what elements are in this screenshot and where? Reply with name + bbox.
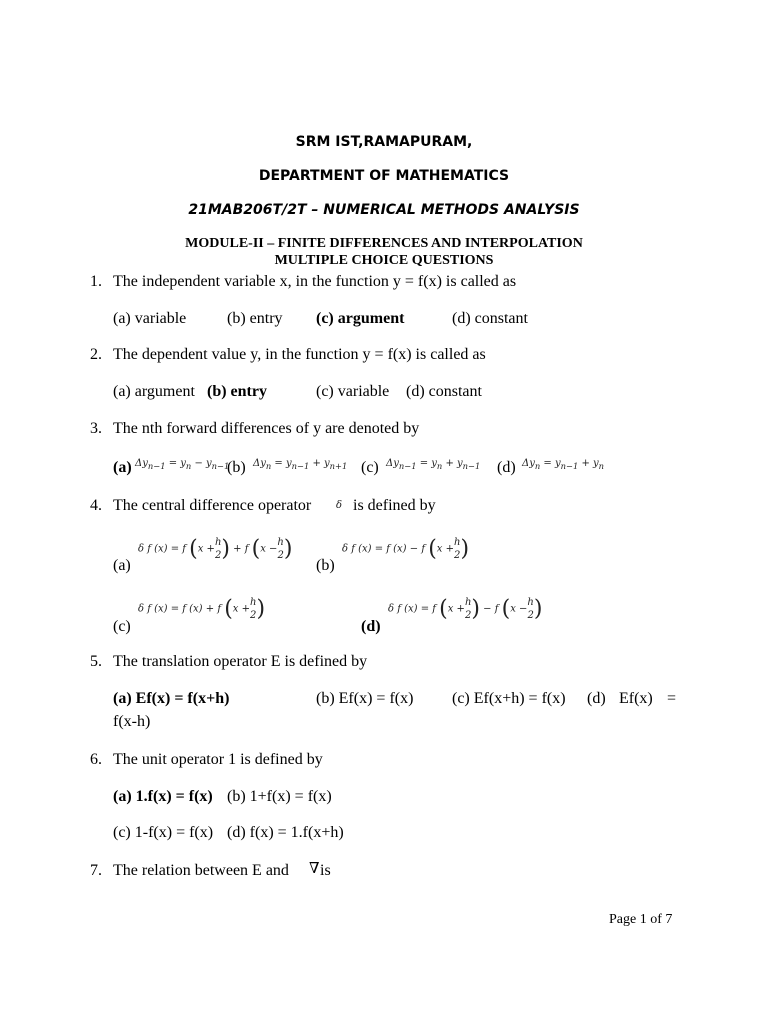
option-d-rhs: f(x-h): [113, 713, 151, 730]
formula-b: δ f (x) = f (x) − f (x + h 2 ): [342, 536, 470, 562]
option-b: (b) 1+f(x) = f(x): [227, 788, 332, 805]
institution-heading: SRM IST,RAMAPURAM,: [295, 134, 473, 150]
option-c: (c) Ef(x+h) = f(x): [452, 690, 566, 707]
option-d-lhs: Ef(x): [619, 690, 653, 707]
option-a: (a) variable: [113, 310, 187, 327]
option-c-label: (c): [113, 618, 131, 635]
nabla-symbol: ∇: [309, 861, 320, 877]
department-heading: DEPARTMENT OF MATHEMATICS: [258, 168, 510, 184]
question-text: The dependent value y, in the function y = f(x) is called as: [113, 346, 486, 363]
question-number: 5.: [90, 653, 102, 670]
option-d: (d) constant: [406, 383, 482, 400]
question-text: The nth forward differences of y are denoted by: [113, 420, 420, 437]
formula-c: $\Delta y_{n-1} = y_n + y_{n-1}$: [386, 458, 481, 471]
question-text-before: The central difference operator: [113, 497, 312, 514]
question-text-after: is defined by: [353, 497, 436, 514]
option-b: (b) entry: [227, 310, 283, 327]
question-number: 3.: [90, 420, 102, 437]
question-number: 2.: [90, 346, 102, 363]
question-number: 6.: [90, 751, 102, 768]
question-text: The unit operator 1 is defined by: [113, 751, 323, 768]
option-d-equals: =: [667, 690, 677, 707]
formula-a: δ f (x) = f (x + h 2 ) + f (x − h 2 ): [138, 536, 293, 562]
question-text-after: is: [320, 862, 331, 879]
option-a-label: (a): [113, 459, 132, 476]
option-b: (b) Ef(x) = f(x): [316, 690, 414, 707]
option-a-correct: (a) 1.f(x) = f(x): [113, 788, 213, 805]
option-a-correct: (a) Ef(x) = f(x+h): [113, 690, 230, 707]
option-d: (d): [587, 690, 606, 707]
option-d-label: (d): [497, 459, 516, 476]
question-number: 4.: [90, 497, 102, 514]
section-heading: MULTIPLE CHOICE QUESTIONS: [274, 253, 494, 268]
option-c: (c) variable: [316, 383, 390, 400]
course-heading: 21MAB206T/2T – NUMERICAL METHODS ANALYSIS: [188, 202, 580, 218]
delta-symbol: δ: [336, 500, 343, 511]
question-text: The independent variable x, in the function y = f(x) is called as: [113, 273, 517, 290]
option-d: (d) f(x) = 1.f(x+h): [227, 824, 344, 841]
module-heading: MODULE-II – FINITE DIFFERENCES AND INTERPOLATION: [185, 236, 583, 251]
option-b-correct: (b) entry: [207, 383, 267, 400]
question-number: 7.: [90, 862, 102, 879]
formula-d: δ f (x) = f (x + h 2 ) − f (x − h 2 ): [388, 596, 543, 622]
question-number: 1.: [90, 273, 102, 290]
option-d-label-correct: (d): [361, 618, 381, 635]
question-text: The translation operator E is defined by: [113, 653, 368, 670]
option-c-label: (c): [361, 459, 379, 476]
option-b-label: (b): [316, 557, 335, 574]
option-a-label: (a): [113, 557, 131, 574]
question-text-before: The relation between E and: [113, 862, 289, 879]
option-c-correct: (c) argument: [316, 310, 405, 327]
formula-a: $\Delta y_{n-1} = y_n - y_{n-1}$: [135, 458, 230, 471]
formula-b: $\Delta y_n = y_{n-1} + y_{n+1}$: [253, 458, 348, 471]
option-d: (d) constant: [452, 310, 528, 327]
formula-d: $\Delta y_n = y_{n-1} + y_n$: [522, 458, 605, 471]
option-a: (a) argument: [113, 383, 195, 400]
formula-c: δ f (x) = f (x) + f (x + h 2 ): [138, 596, 266, 622]
option-b-label: (b): [227, 459, 246, 476]
page-number: Page 1 of 7: [609, 912, 673, 927]
option-c: (c) 1-f(x) = f(x): [113, 824, 214, 841]
